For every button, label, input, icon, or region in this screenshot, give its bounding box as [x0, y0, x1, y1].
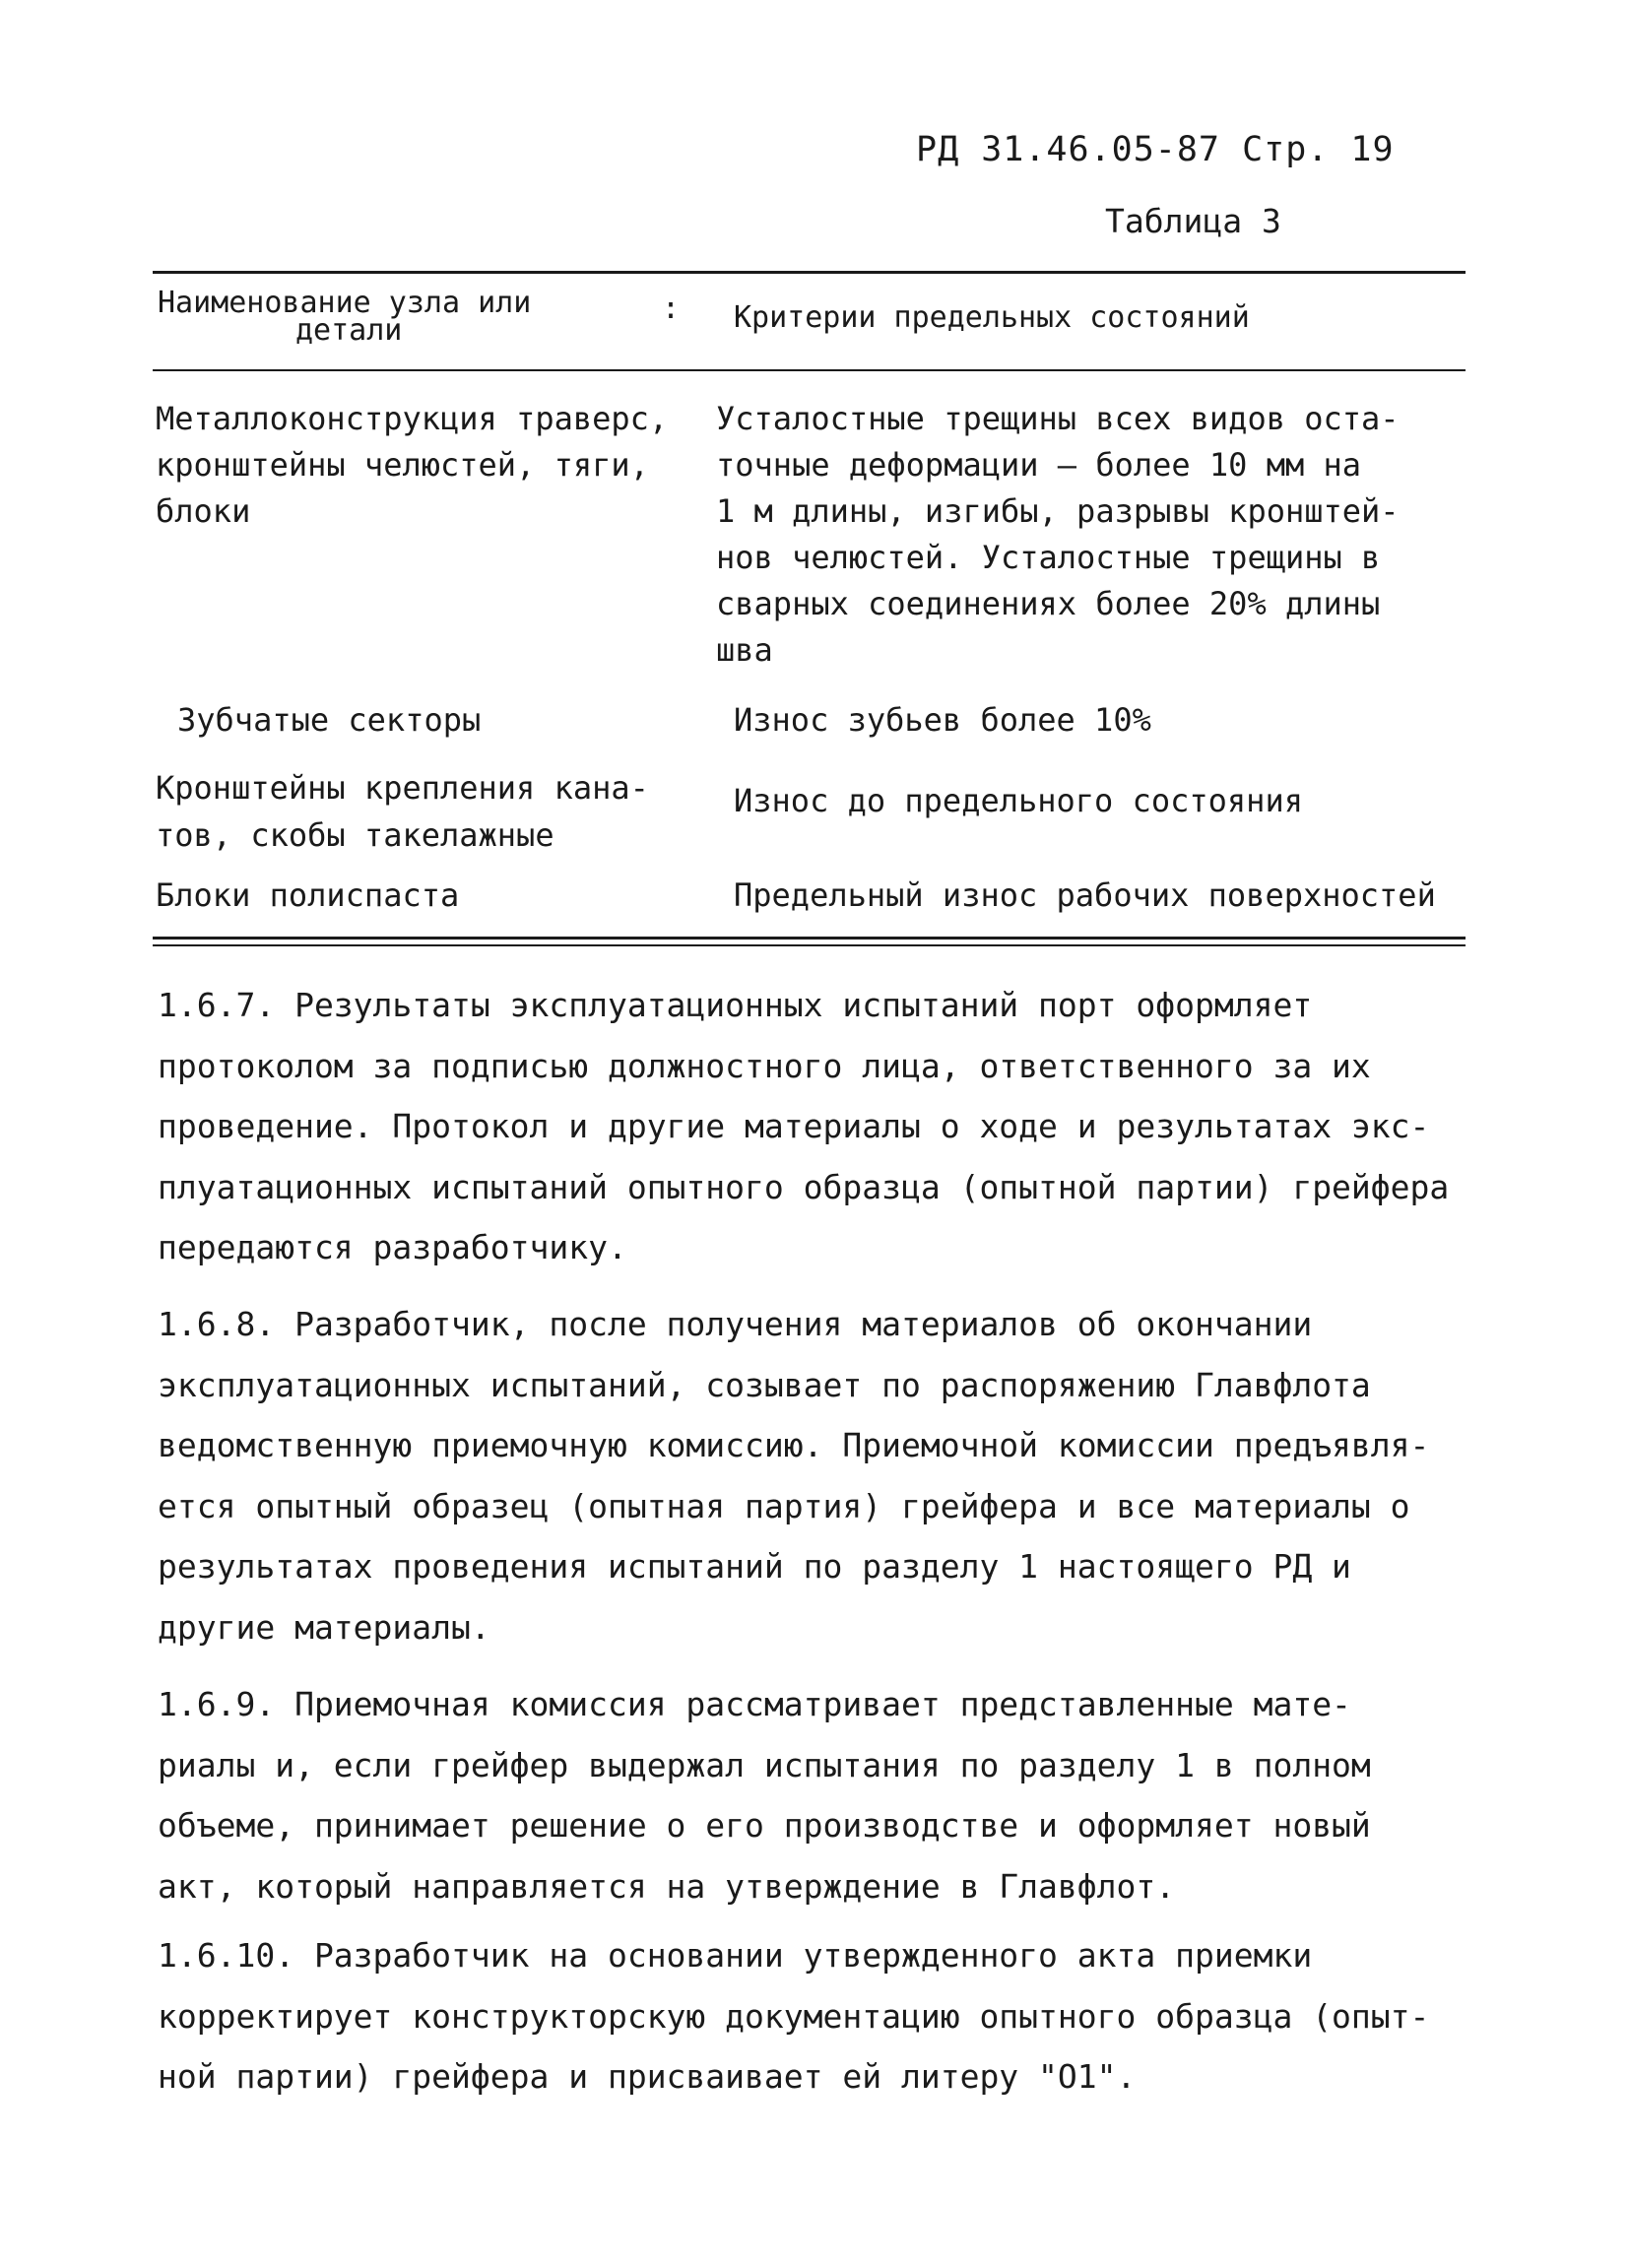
table-row-4-criteria: Предельный износ рабочих поверхностей — [734, 876, 1436, 914]
table-header-separator: : — [662, 292, 681, 326]
table-header-criteria: Критерии предельных состояний — [734, 300, 1250, 335]
table-header-item-line2: детали — [295, 313, 403, 348]
table-header-item — [158, 286, 670, 348]
table-header-rule — [153, 369, 1466, 371]
table-bottom-rule-double — [153, 944, 1466, 946]
paragraph-1-6-10: 1.6.10. Разработчик на основании утвержденного акта приемки корректирует конструкторскую документацию опытного образца (опыт- ной партии) грейфера и присваивает ей литеру "О1". — [158, 1936, 1430, 2097]
table-row-3-criteria: Износ до предельного состояния — [734, 782, 1303, 819]
table-bottom-rule — [153, 937, 1466, 940]
table-row-4-item: Блоки полиспаста — [156, 876, 460, 914]
table-header-item-line1: Наименование узла или — [158, 286, 532, 320]
paragraph-1-6-9: 1.6.9. Приемочная комиссия рассматривает представленные мате- риалы и, если грейфер выдержал испытания по разделу 1 в полном объеме, принимает решение о его производстве и оформляет новый акт, который направляется на утверждение в Главфлот. — [158, 1685, 1371, 1906]
table-row-1-criteria: Усталостные трещины всех видов оста- точные деформации – более 10 мм на 1 м длины, изгибы, разрывы кронштей- нов челюстей. Усталостные трещины в сварных соединениях более 20% длины шва — [716, 400, 1400, 669]
paragraph-1-6-8: 1.6.8. Разработчик, после получения материалов об окончании эксплуатационных испытаний, созывает по распоряжению Главфлота ведомственную приемочную комиссию. Приемочной комиссии предъявля- ется опытный образец (опытная партия) грейфера и все материалы о результатах проведения испытаний по разделу 1 настоящего РД и другие материалы. — [158, 1305, 1430, 1647]
document-reference: РД 31.46.05-87 Стр. 19 — [916, 130, 1395, 169]
table-top-rule — [153, 271, 1466, 274]
table-row-2-item: Зубчатые секторы — [177, 701, 482, 739]
table-row-1-item: Металлоконструкция траверс, кронштейны челюстей, тяги, блоки — [156, 400, 669, 530]
paragraph-1-6-7: 1.6.7. Результаты эксплуатационных испытаний порт оформляет протоколом за подписью должностного лица, ответственного за их проведение. Протокол и другие материалы о ходе и результатах экс- плуатационных испытаний опытного образца (опытной партии) грейфера передаются разработчику. — [158, 986, 1450, 1267]
table-row-3-item: Кронштейны крепления кана- тов, скобы такелажные — [156, 769, 649, 854]
table-label: Таблица 3 — [1105, 202, 1281, 240]
table-row-2-criteria: Износ зубьев более 10% — [734, 701, 1151, 739]
